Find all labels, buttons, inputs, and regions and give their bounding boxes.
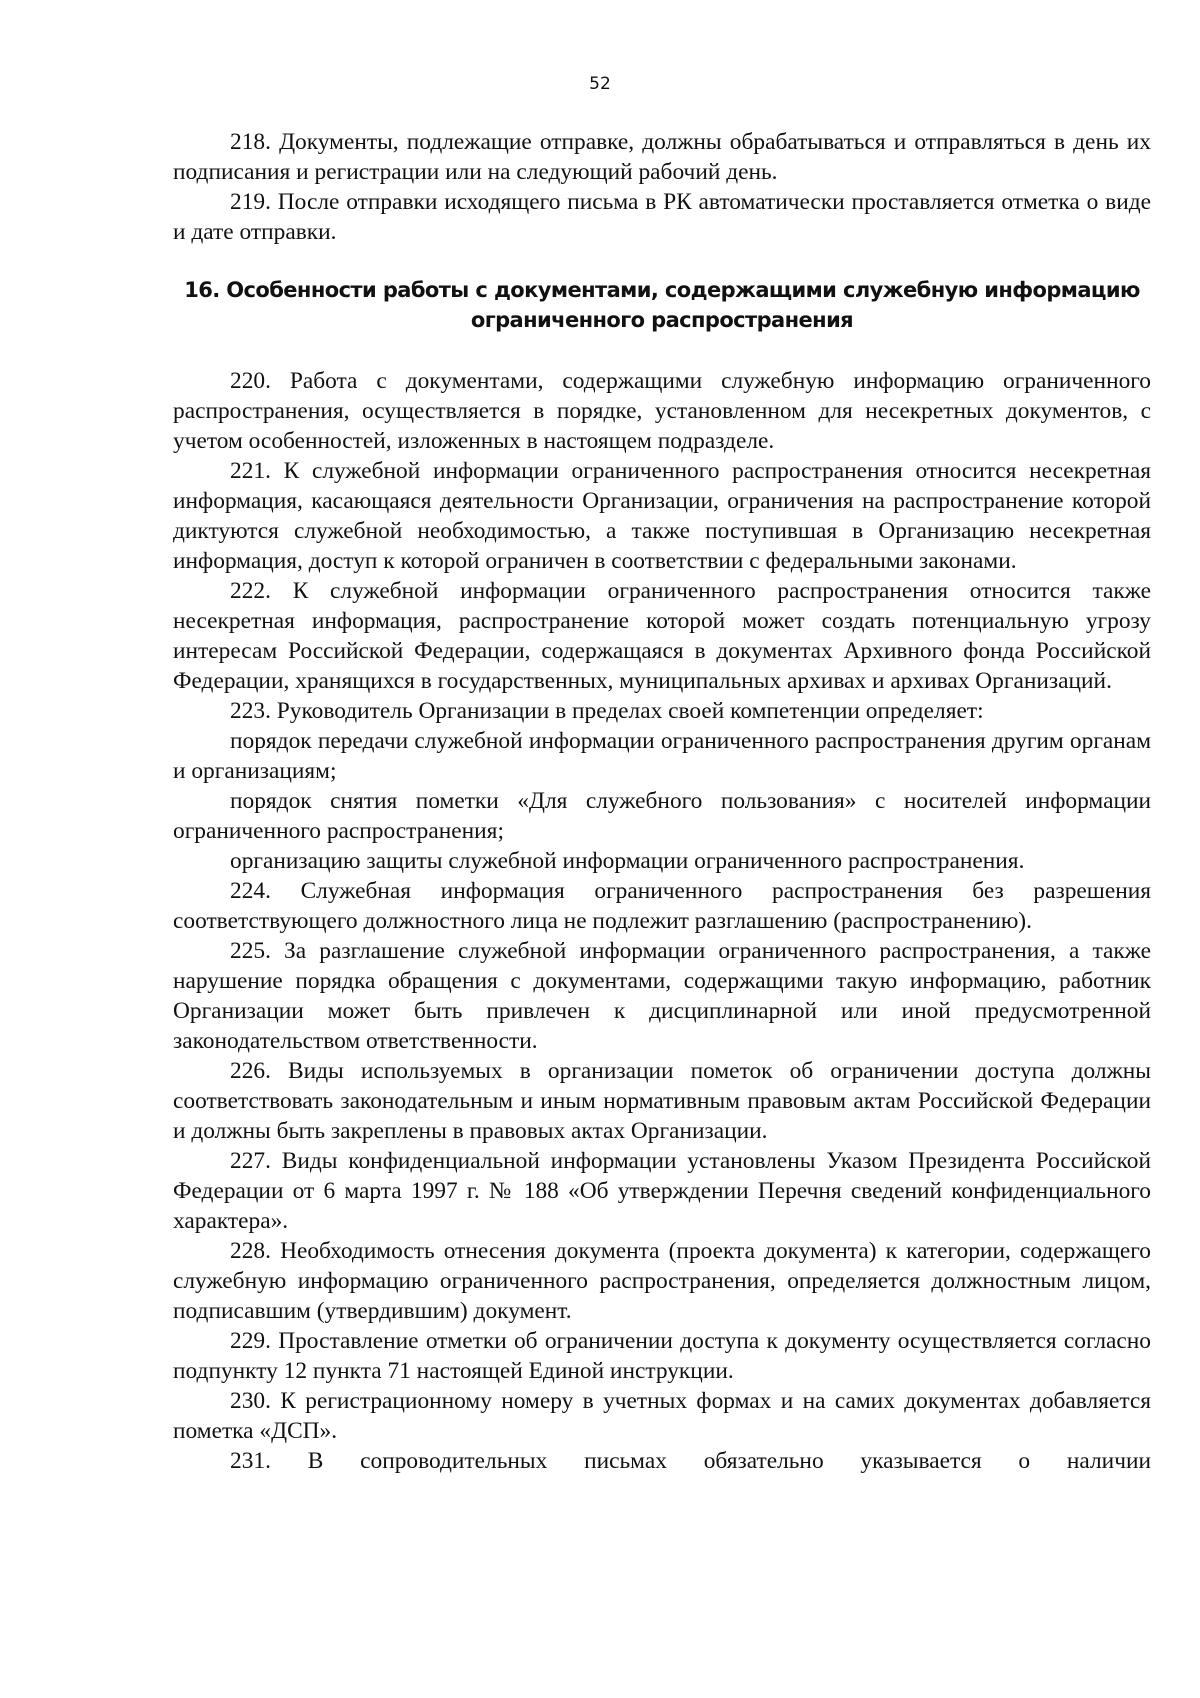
paragraph-228: 228. Необходимость отнесения документа (проекта документа) к категории, содержащего служебную информацию ограниченного распространения, определяется должностным лицом, подписавшим (утвердившим) документ. [173, 1238, 1151, 1324]
paragraph-218: 218. Документы, подлежащие отправке, должны обрабатываться и отправляться в день их подписания и регистрации или на следующий рабочий день. [173, 129, 1151, 185]
paragraph-221: 221. К служебной информации ограниченного распространения относится несекретная информация, касающаяся деятельности Организации, ограничения на распространение которой диктуются служебной необходимостью, а также поступившая в Организацию несекретная информация, доступ к которой ограничен в соответствии с федеральными законами. [173, 458, 1151, 574]
paragraph-225: 225. За разглашение служебной информации ограниченного распространения, а также нарушение порядка обращения с документами, содержащими такую информацию, работник Организации может быть привлечен к дисциплинарной или иной предусмотренной законодательством ответственности. [173, 938, 1151, 1054]
paragraph-229: 229. Проставление отметки об ограничении доступа к документу осуществляется согласно подпункту 12 пункта 71 настоящей Единой инструкции. [173, 1328, 1151, 1384]
paragraph-223: 223. Руководитель Организации в пределах своей компетенции определяет: [230, 698, 984, 724]
list-item-transfer-order: порядок передачи служебной информации ограниченного распространения другим органам и организациям; [173, 728, 1151, 784]
paragraph-227: 227. Виды конфиденциальной информации установлены Указом Президента Российской Федерации от 6 марта 1997 г. № 188 «Об утверждении Перечня сведений конфиденциального характера». [173, 1148, 1151, 1234]
section-heading-line-2: ограниченного распространения [470, 308, 854, 332]
paragraph-230: 230. К регистрационному номеру в учетных формах и на самих документах добавляется пометка «ДСП». [173, 1388, 1151, 1444]
section-heading-line-1: 16. Особенности работы с документами, содержащими служебную информацию [184, 278, 1140, 302]
section-heading [173, 275, 1151, 335]
paragraph-224: 224. Служебная информация ограниченного распространения без разрешения соответствующего должностного лица не подлежит разглашению (распространению). [173, 878, 1151, 934]
list-item-mark-removal-order: порядок снятия пометки «Для служебного пользования» с носителей информации ограниченного распространения; [173, 788, 1151, 844]
paragraph-220: 220. Работа с документами, содержащими служебную информацию ограниченного распространения, осуществляется в порядке, установленном для несекретных документов, с учетом особенностей, изложенных в настоящем подразделе. [173, 368, 1151, 454]
paragraph-222: 222. К служебной информации ограниченного распространения относится также несекретная информация, распространение которой может создать потенциальную угрозу интересам Российской Федерации, содержащаяся в документах Архивного фонда Российской Федерации, хранящихся в государственных, муниципальных архивах и архивах Организаций. [173, 578, 1151, 694]
page-number: 52 [589, 74, 611, 94]
paragraph-219: 219. После отправки исходящего письма в РК автоматически проставляется отметка о виде и дате отправки. [173, 189, 1151, 245]
page-content [173, 127, 1151, 1476]
paragraph-231: 231. В сопроводительных письмах обязательно указывается о наличии [230, 1448, 1151, 1474]
list-item-protection-organization: организацию защиты служебной информации ограниченного распространения. [230, 848, 1025, 874]
paragraph-226: 226. Виды используемых в организации пометок об ограничении доступа должны соответствовать законодательным и иным нормативным правовым актам Российской Федерации и должны быть закреплены в правовых актах Организации. [173, 1058, 1151, 1144]
